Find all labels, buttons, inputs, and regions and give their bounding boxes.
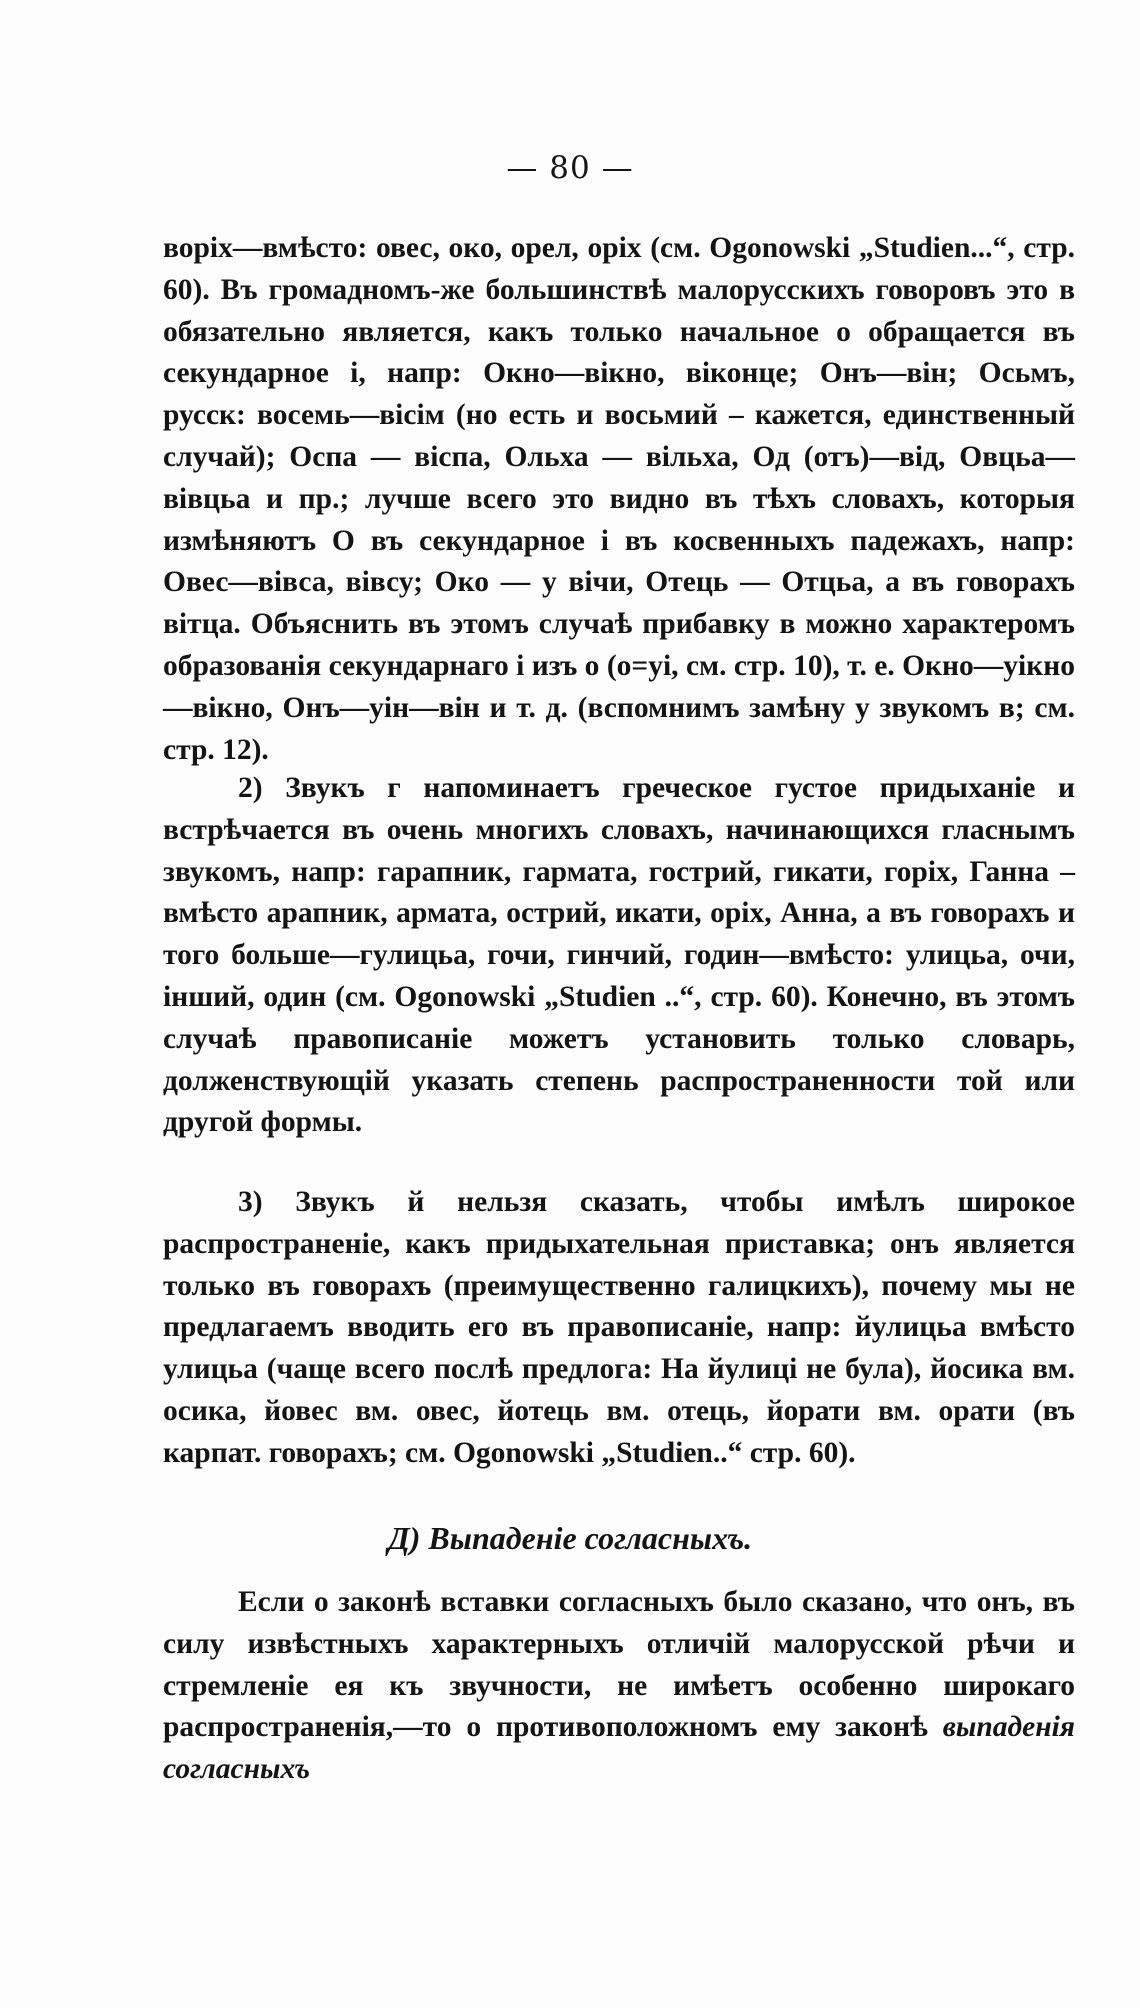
paragraph-sound-g	[163, 768, 1075, 1144]
paragraph-continuation	[163, 228, 1075, 771]
paragraph-4-italic-term: выпаденія согласныхъ	[163, 1711, 1075, 1786]
paragraph-1-text: воріх—вмѣсто: овес, око, орел, оріх (см. Ogonowski „Studien...“, стр. 60). Въ громадномъ-же большинствѣ малорусскихъ говоровъ это в обязательно является, какъ только начальное о обращается въ секундарное і, напр: Окно—вікно, віконце; Онъ—він; Осьмъ, русск: восемь—вісім (но есть и восьмий – кажется, единственный случай); Оспа — віспа, Ольха — вільха, Од (отъ)—від, Овцьа—вівцьа и пр.; лучше всего это видно въ тѣхъ словахъ, которыя измѣняютъ О въ секундарное і въ косвенныхъ падежахъ, напр: Овес—вівса, вівсу; Око — у вічи, Отець — Отцьа, а въ говорахъ вітца. Объяснить въ этомъ случаѣ прибавку в можно характеромъ образованія секундарнаго і изъ о (о=уі, см. стр. 10), т. е. Окно—уікно—вікно, Онъ—уін—він и т. д. (вспомнимъ замѣну у звукомъ в; см. стр. 12).	[163, 232, 1075, 766]
section-heading: Д) Выпаденіе согласныхъ.	[387, 1520, 753, 1556]
paragraph-4-text	[163, 1582, 1075, 1791]
paragraph-4-body: Если о законѣ вставки согласныхъ было сказано, что онъ, въ силу извѣстныхъ характерныхъ отличій малорусской рѣчи и стремленіе ея къ звучности, не имѣетъ особенно широкаго распространенія,—то о противоположномъ ему законѣ	[163, 1586, 1075, 1744]
page-number: — 80 —	[506, 150, 634, 186]
paragraph-sound-y	[163, 1182, 1075, 1475]
paragraph-3-text: 3) Звукъ й нельзя сказать, чтобы имѣлъ широкое распространеніе, какъ придыхательная приставка; онъ является только въ говорахъ (преимущественно галицкихъ), почему мы не предлагаемъ вводить его въ правописаніе, напр: йулицьа вмѣсто улицьа (чаще всего послѣ предлога: На йулиці не була), йосика вм. осика, йовес вм. овес, йотець вм. отець, йорати вм. орати (въ карпат. говорахъ; см. Ogonowski „Studien..“ стр. 60).	[163, 1186, 1075, 1469]
paragraph-consonant-loss	[163, 1582, 1075, 1791]
paragraph-2-text: 2) Звукъ г напоминаетъ греческое густое придыханіе и встрѣчается въ очень многихъ словахъ, начинающихся гласнымъ звукомъ, напр: гарапник, гармата, гострий, гикати, горіх, Ганна – вмѣсто арапник, армата, острий, икати, оріх, Анна, а въ говорахъ и того больше—гулицьа, гочи, гинчий, годин—вмѣсто: улицьа, очи, інший, один (см. Ogonowski „Studien ..“, стр. 60). Конечно, въ этомъ случаѣ правописаніе можетъ установить только словарь, долженствующій указать степень распространенности той или другой формы.	[163, 772, 1075, 1139]
